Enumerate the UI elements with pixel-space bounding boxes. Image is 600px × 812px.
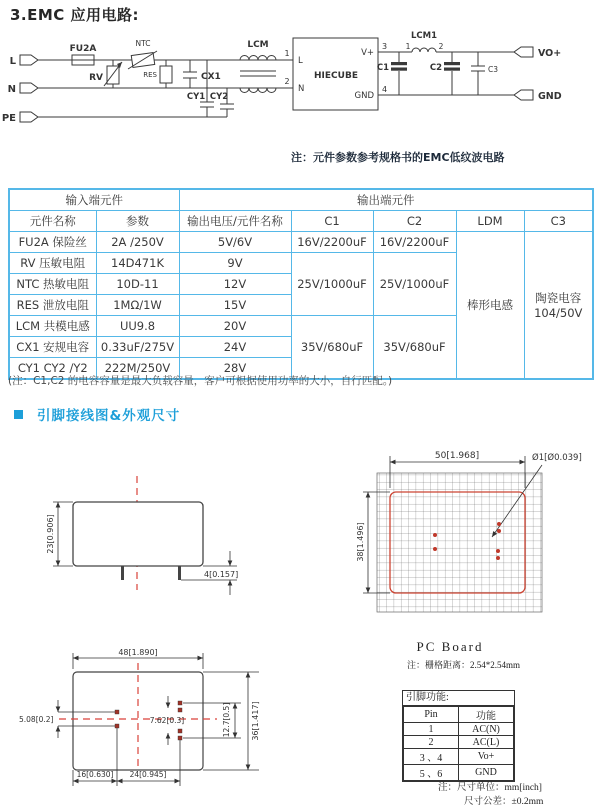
module-pin-l-label: L [298, 56, 303, 66]
ntc-symbol [128, 39, 157, 69]
table-note: (注：C1,C2 的电容容量是最大负载容量，客户可根据使用功率的大小，自行匹配。) [8, 375, 393, 387]
pin-header: Pin [404, 707, 459, 723]
cell-vout: 9V [179, 253, 291, 274]
page-title: 3.EMC 应用电路: [10, 6, 140, 24]
cell-vout: 12V [179, 274, 291, 295]
module-pin4-number: 4 [382, 85, 388, 94]
cell-ldm-merged: 棒形电感 [456, 232, 524, 380]
table-column-header-row [9, 211, 593, 232]
cell-name: CY1 CY2 /Y2 [9, 358, 96, 380]
cx1-label: CX1 [201, 72, 221, 82]
cell-c2-merged: 35V/680uF [373, 316, 456, 380]
cell-param: 2A /250V [96, 232, 179, 253]
cell-c3-merged [524, 232, 593, 380]
col-header-c3: C3 [524, 211, 593, 232]
fuse-symbol [70, 44, 97, 65]
terminal-n-icon [20, 83, 38, 93]
pcb-grid [377, 473, 542, 612]
power-module-symbol [293, 38, 378, 110]
offset-mid-dimension-label: 24[0.945] [129, 770, 167, 779]
cell-vout: 20V [179, 316, 291, 337]
height-dimension-label: 23[0.906] [46, 514, 55, 554]
pin-dimension-label: 4[0.157] [204, 570, 239, 579]
module-pin3-number: 3 [382, 42, 388, 51]
cell-vout: 24V [179, 337, 291, 358]
lcm1-pin1-number: 1 [405, 42, 411, 51]
cell-name: RES 泄放电阻 [9, 295, 96, 316]
pin-function-table [402, 690, 515, 782]
module-pin-n-label: N [298, 84, 305, 94]
cell-c1-merged: 25V/1000uF [291, 253, 373, 316]
square-bullet-icon [14, 410, 23, 419]
pcb-caption: PC Board [416, 639, 484, 654]
cell-c1-merged: 35V/680uF [291, 316, 373, 380]
cell-param: UU9.8 [96, 316, 179, 337]
lcm1-pin2-number: 2 [438, 42, 444, 51]
cell-name: LCM 共模电感 [9, 316, 96, 337]
pin-cell: 5 、6 [404, 765, 459, 781]
pcb-height-dimension-label: 38[1.496] [356, 522, 365, 562]
c1-label: C1 [376, 63, 389, 73]
right-span-dimension-label: 12.7[0.5] [222, 702, 231, 738]
col-header-ldm: LDM [456, 211, 524, 232]
table-group-header-row [9, 189, 593, 211]
cell-c2-merged: 25V/1000uF [373, 253, 456, 316]
side-view-drawing [25, 448, 310, 638]
c3-capacitor-symbol [471, 52, 498, 95]
lcm1-inductor-symbol [406, 31, 444, 52]
module-pin2-number: 2 [284, 77, 290, 86]
pin-cell: 2 [404, 736, 459, 749]
terminal-vo-label: VO+ [538, 48, 562, 59]
function-cell: Vo+ [459, 749, 514, 765]
group-header-input: 输入端元件 [9, 189, 179, 211]
terminal-out-gnd-label: GND [538, 91, 562, 102]
res-label: RES [143, 71, 157, 79]
c3-type-label: 陶瓷电容 [535, 291, 582, 305]
cell-param: 10D-11 [96, 274, 179, 295]
unit-footnote: 注：尺寸单位：mm[inch] [438, 783, 542, 793]
module-body-outline [73, 502, 203, 566]
cx1-capacitor-symbol [183, 60, 221, 88]
lcm-label: LCM [247, 40, 269, 50]
group-header-output: 输出端元件 [179, 189, 593, 211]
section-header [14, 404, 180, 424]
fuse-label: FU2A [69, 44, 97, 54]
module-name-label: HIECUBE [314, 71, 358, 81]
cell-vout: 5V/6V [179, 232, 291, 253]
c2-capacitor-symbol [430, 52, 460, 95]
pin-table-header-row [404, 707, 514, 723]
cell-name: NTC 热敏电阻 [9, 274, 96, 295]
pin-table-row [404, 749, 514, 765]
pin-cell: 3 、4 [404, 749, 459, 765]
terminal-vo-icon [514, 47, 533, 57]
cell-c2: 16V/2200uF [373, 232, 456, 253]
col-header-name: 元件名称 [9, 211, 96, 232]
right-pitch-dimension-label: 7.62[0.3] [149, 716, 185, 725]
cell-name: RV 压敏电阻 [9, 253, 96, 274]
pin-table-title: 引脚功能: [403, 691, 514, 706]
c2-label: C2 [429, 63, 442, 73]
pin-table-row [404, 736, 514, 749]
cell-name: CX1 安规电容 [9, 337, 96, 358]
pin-cell: 1 [404, 723, 459, 736]
module-pin-gnd-label: GND [354, 91, 374, 101]
component-table [8, 188, 594, 380]
terminal-pe-label: PE [1, 113, 16, 124]
cy2-label: CY2 [209, 92, 229, 102]
cell-vout: 28V [179, 358, 291, 380]
table-row [9, 232, 593, 253]
cell-param: 0.33uF/275V [96, 337, 179, 358]
terminal-l-icon [20, 55, 38, 65]
function-header: 功能 [459, 707, 514, 723]
circuit-note: 注：元件参数参考规格书的EMC低纹波电路 [291, 151, 505, 164]
section-title: 引脚接线图&外观尺寸 [37, 408, 181, 424]
c3-value-label: 104/50V [534, 306, 583, 320]
bottom-height-dimension-label: 36[1.417] [251, 701, 260, 741]
cell-param: 1MΩ/1W [96, 295, 179, 316]
tolerance-footnote: 尺寸公差：±0.2mm [464, 797, 544, 807]
module-pin1-number: 1 [284, 49, 290, 58]
cell-name: FU2A 保险丝 [9, 232, 96, 253]
terminal-pe-icon [20, 112, 38, 122]
hole-diameter-label: Ø1[Ø0.039] [532, 453, 582, 463]
lcm-choke-symbol [240, 40, 276, 93]
varistor-label: RV [89, 73, 103, 83]
pin-right [178, 566, 181, 580]
lcm1-label: LCM1 [410, 31, 438, 41]
cell-c1: 16V/2200uF [291, 232, 373, 253]
function-cell: GND [459, 765, 514, 781]
pcb-width-dimension-label: 50[1.968] [434, 451, 480, 461]
module-pin-vplus-label: V+ [361, 48, 374, 58]
offset-left-dimension-label: 16[0.630] [76, 770, 114, 779]
terminal-n-label: N [7, 84, 16, 95]
pcb-grid-note: 注：栅格距离：2.54*2.54mm [407, 660, 521, 670]
pin-left [121, 566, 124, 580]
terminal-out-gnd-icon [514, 90, 533, 100]
terminal-l-label: L [9, 56, 16, 67]
cy1-label: CY1 [186, 92, 206, 102]
cell-param: 14D471K [96, 253, 179, 274]
col-header-c2: C2 [373, 211, 456, 232]
pin-table-row [404, 723, 514, 736]
c3-label: C3 [488, 65, 499, 74]
ntc-label: NTC [135, 39, 151, 48]
pcb-layout-drawing [335, 438, 595, 630]
col-header-vout: 输出电压/元件名称 [179, 211, 291, 232]
cell-param: 222M/250V [96, 358, 179, 380]
cell-vout: 15V [179, 295, 291, 316]
bottom-view-drawing [15, 645, 315, 812]
bottom-width-dimension-label: 48[1.890] [118, 648, 158, 657]
col-header-c1: C1 [291, 211, 373, 232]
function-cell: AC(L) [459, 736, 514, 749]
function-cell: AC(N) [459, 723, 514, 736]
col-header-param: 参数 [96, 211, 179, 232]
left-pitch-dimension-label: 5.08[0.2] [19, 715, 54, 724]
